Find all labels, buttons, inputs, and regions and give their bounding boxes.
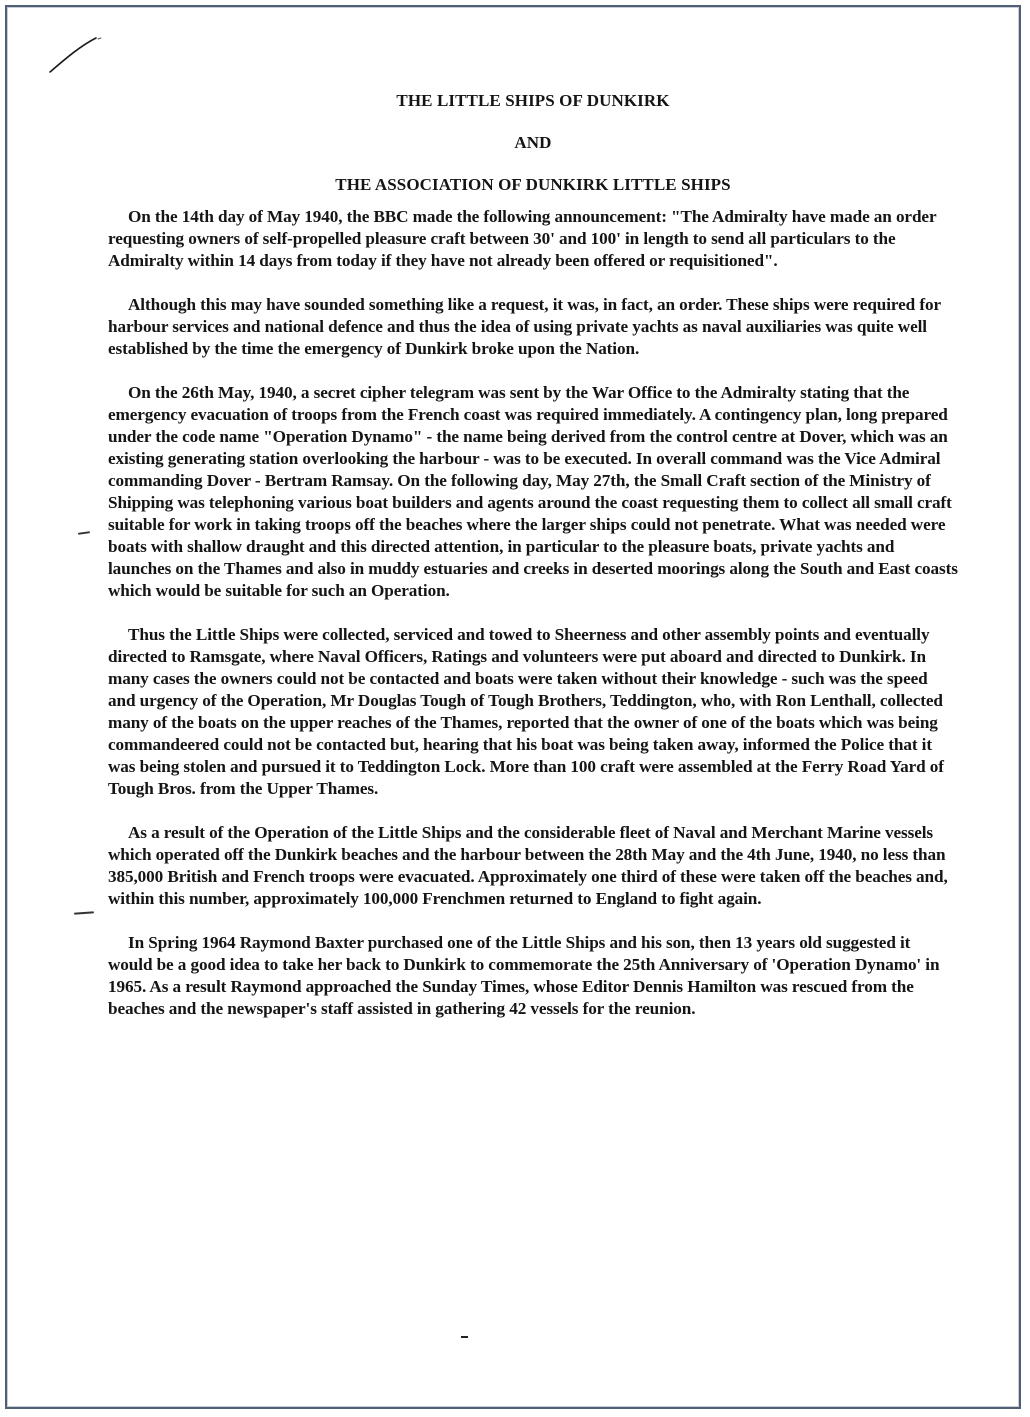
document-body xyxy=(108,86,958,1042)
title-conjunction: AND xyxy=(514,133,552,152)
paragraph: On the 26th May, 1940, a secret cipher telegram was sent by the War Office to the Admiralty stating that the emergency evacuation of troops from the French coast was required immediately. A contingency plan, long prepared under the code name "Operation Dynamo" - the name being derived from the control centre at Dover, which was an existing generating station overlooking the harbour - was to be executed. In overall command was the Vice Admiral commanding Dover - Bertram Ramsay. On the following day, May 27th, the Small Craft section of the Ministry of Shipping was telephoning various boat builders and agents around the coast requesting them to collect all small craft suitable for work in taking troops off the beaches where the larger ships could not penetrate. What was needed were boats with shallow draught and this directed attention, in particular to the pleasure boats, private yachts and launches on the Thames and also in muddy estuaries and creeks in deserted moorings along the South and East coasts which would be suitable for such an Operation. xyxy=(108,383,958,600)
document-title: THE LITTLE SHIPS OF DUNKIRK xyxy=(396,91,670,110)
paragraph: As a result of the Operation of the Little Ships and the considerable fleet of Naval and Merchant Marine vessels which operated off the Dunkirk beaches and the harbour between the 28th May and the 4th June, 1940, no less than 385,000 British and French troops were evacuated. Approximately one third of these were taken off the beaches and, within this number, approximately 100,000 Frenchmen returned to England to fight again. xyxy=(108,823,948,908)
pen-stroke-mark xyxy=(46,30,106,76)
page-footer-mark xyxy=(461,1336,468,1338)
paragraph: On the 14th day of May 1940, the BBC made the following announcement: "The Admiralty have made an order requesting owners of self-propelled pleasure craft between 30' and 100' in length to send all particulars to the Admiralty within 14 days from today if they have not already been offered or requisitioned". xyxy=(108,207,937,270)
paragraph: Although this may have sounded something like a request, it was, in fact, an order. These ships were required for harbour services and national defence and thus the idea of using private yachts as naval auxiliaries was quite well established by the time the emergency of Dunkirk broke upon the Nation. xyxy=(108,295,941,358)
paragraph: Thus the Little Ships were collected, serviced and towed to Sheerness and other assembly points and eventually directed to Ramsgate, where Naval Officers, Ratings and volunteers were put aboard and directed to Dunkirk. In many cases the owners could not be contacted and boats were taken without their knowledge - such was the speed and urgency of the Operation, Mr Douglas Tough of Tough Brothers, Teddington, who, with Ron Lenthall, collected many of the boats on the upper reaches of the Thames, reported that the owner of one of the boats which was being commandeered could not be contacted but, hearing that his boat was being taken away, informed the Police that it was being stolen and pursued it to Teddington Lock. More than 100 craft were assembled at the Ferry Road Yard of Tough Bros. from the Upper Thames. xyxy=(108,625,944,798)
paragraph: In Spring 1964 Raymond Baxter purchased one of the Little Ships and his son, then 13 years old suggested it would be a good idea to take her back to Dunkirk to commemorate the 25th Anniversary of 'Operation Dynamo' in 1965. As a result Raymond approached the Sunday Times, whose Editor Dennis Hamilton was rescued from the beaches and the newspaper's staff assisted in gathering 42 vessels for the reunion. xyxy=(108,933,940,1018)
document-subtitle: THE ASSOCIATION OF DUNKIRK LITTLE SHIPS xyxy=(335,175,731,194)
